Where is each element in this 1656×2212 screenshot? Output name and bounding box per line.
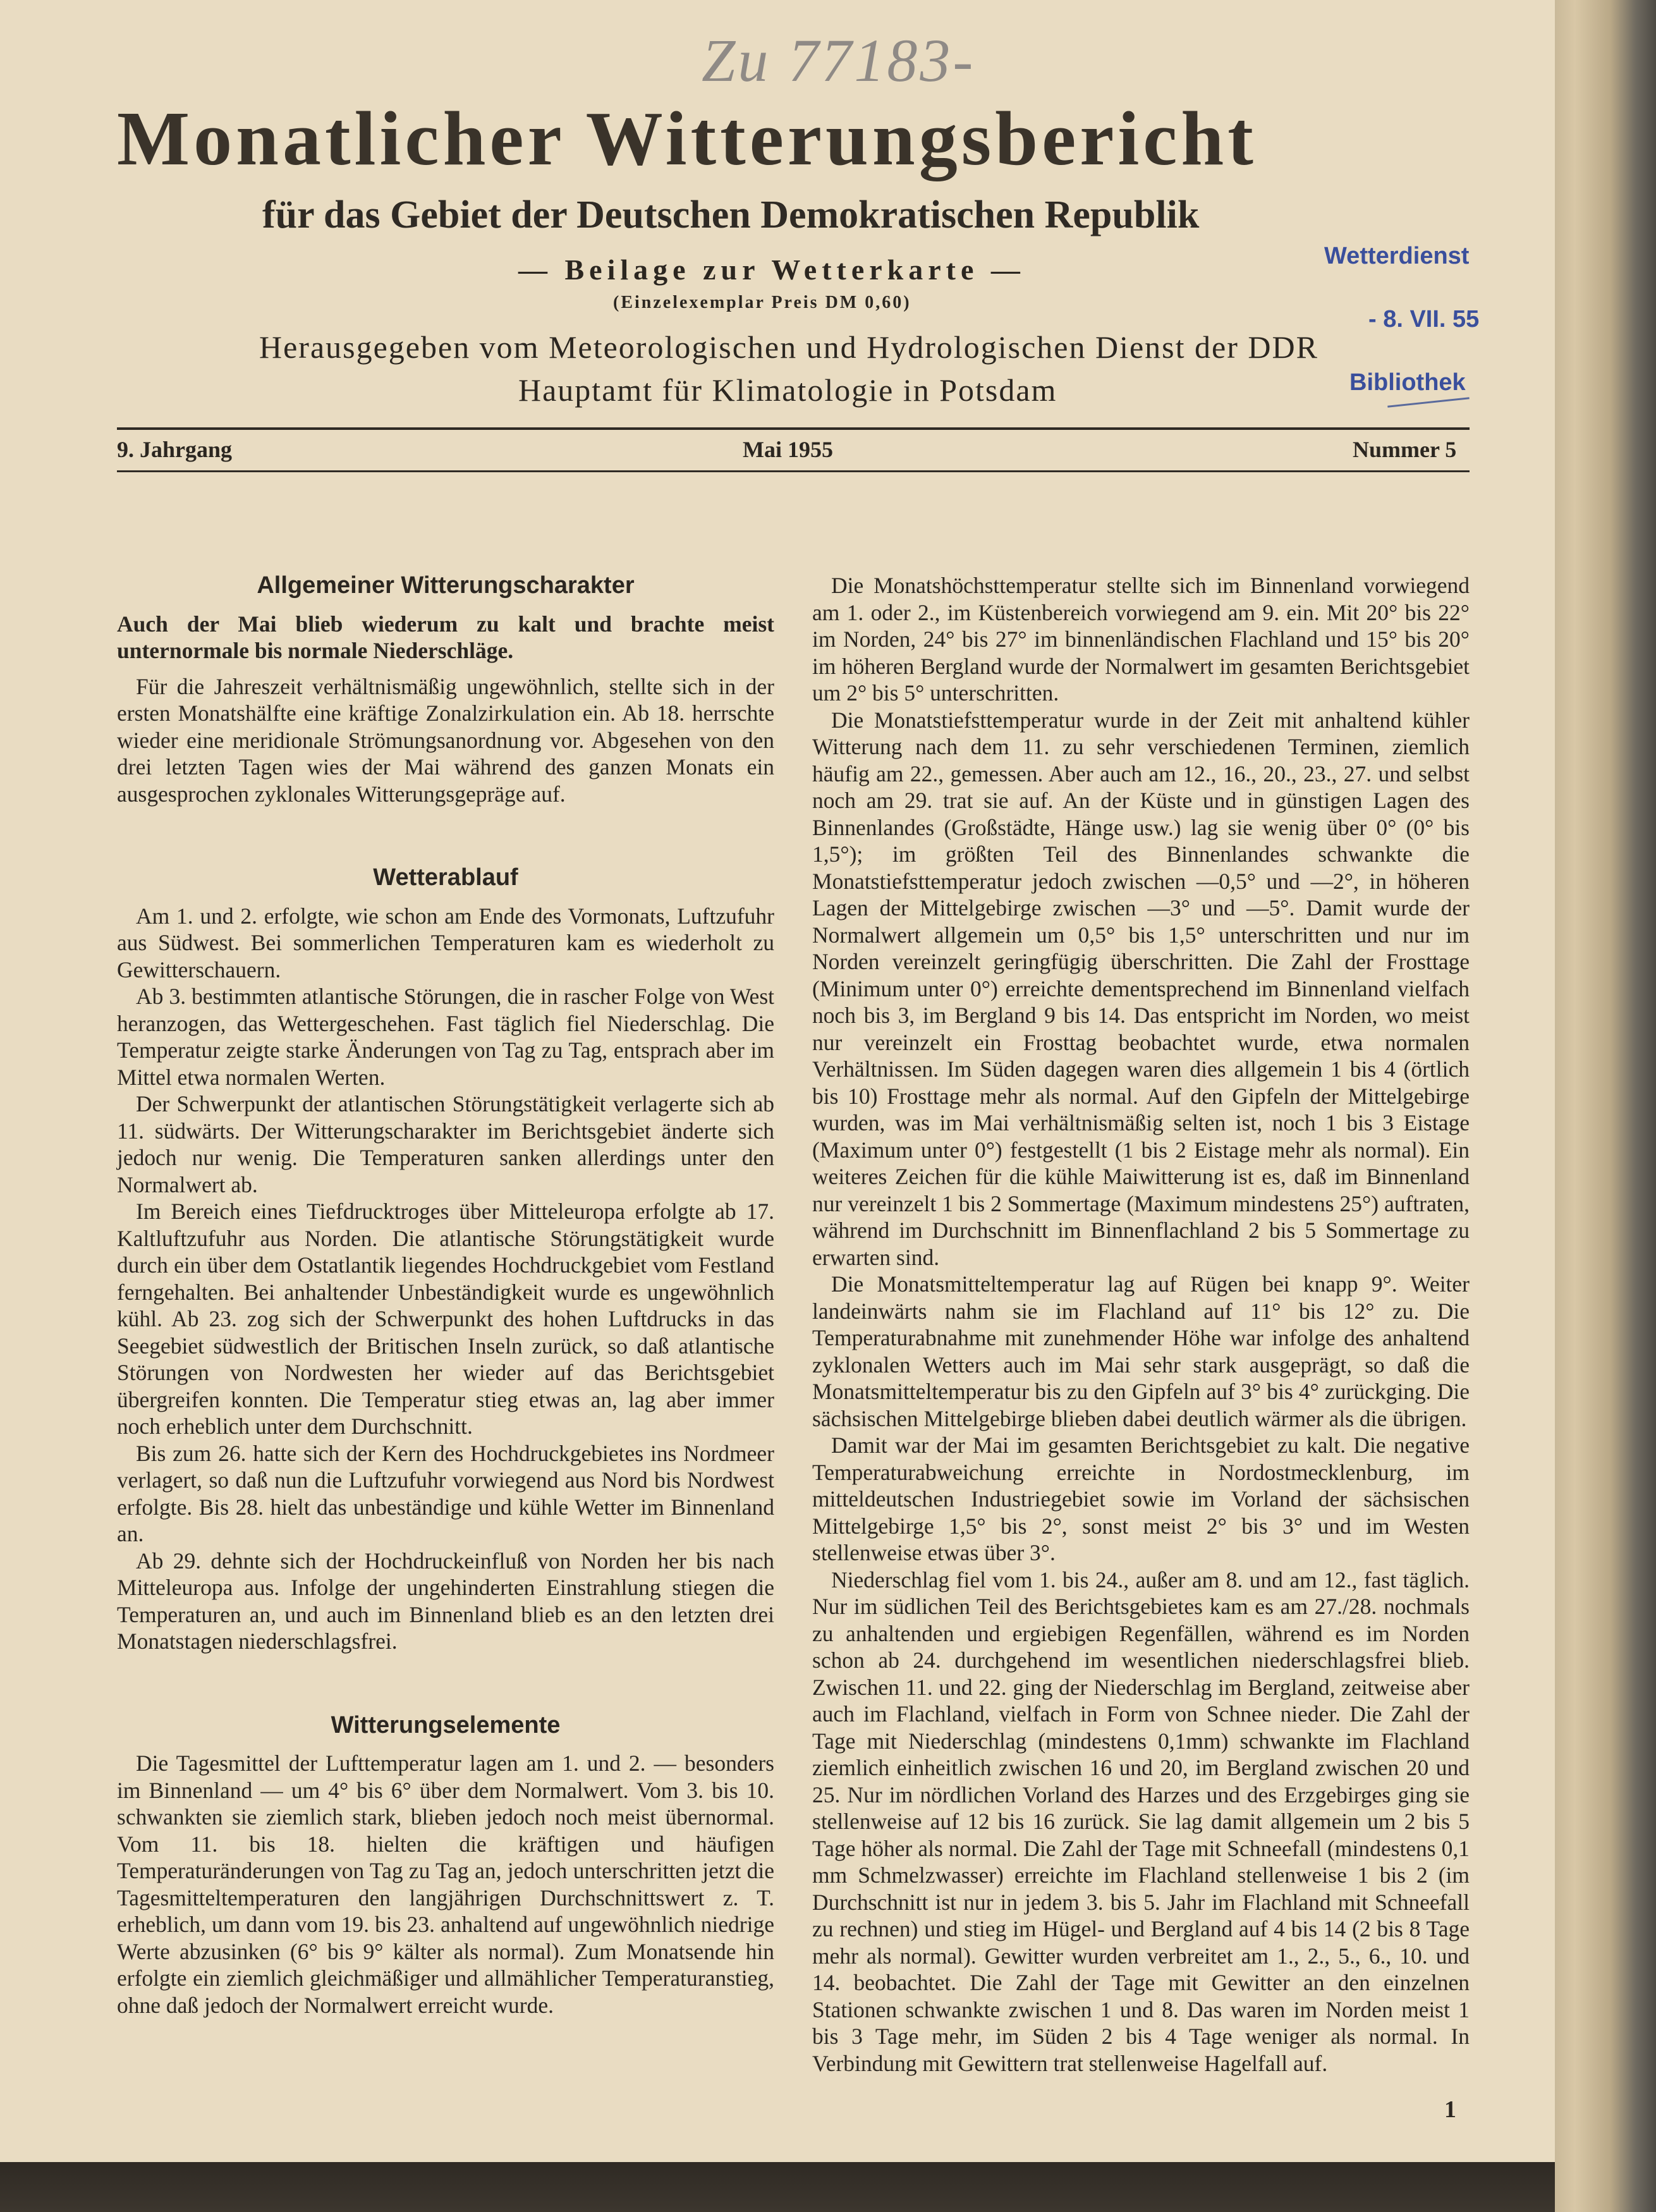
paragraph: Der Schwerpunkt der atlantischen Störungstätigkeit verlagerte sich ab 11. südwärts. Der Witterungscharakter im Berichtsgebiet änderte sich jedoch nur wenig. Die Temperaturen sanken allerdings unter den Normalwert ab. bbox=[117, 1091, 774, 1197]
paragraph: Die Tagesmittel der Lufttemperatur lagen am 1. und 2. — besonders im Binnenland — um 4° bis 6° über dem Normalwert. Vom 3. bis 10. schwankten sie ziemlich stark, blieben jedoch noch meist übernormal. Vom 11. bis 18. hielten die kräftigen und häufigen Temperaturänderungen von Tag zu Tag an, jedoch unterschritten jetzt die Tagesmitteltemperaturen den langjährigen Durchschnittswert z. T. erheblich, um dann vom 19. bis 23. anhaltend auf ungewöhnlich niedrige Werte abzusinken (6° bis 9° kälter als normal). Zum Monatsende hin erfolgte ein ziemlich gleichmäßiger und allmählicher Temperaturanstieg, ohne daß jedoch der Normalwert erreicht wurde. bbox=[117, 1751, 774, 2018]
section-heading-elements: Witterungselemente bbox=[331, 1711, 561, 1738]
left-column bbox=[117, 572, 774, 2019]
paragraph: Ab 29. dehnte sich der Hochdruckeinfluß von Norden her bis nach Mitteleuropa aus. Infolge der ungehinderten Einstrahlung stiegen die Temperaturen an, und auch im Binnenland blieb es an den letzten drei Monatstagen niederschlagsfrei. bbox=[117, 1548, 774, 1654]
paragraph: Damit war der Mai im gesamten Berichtsgebiet zu kalt. Die negative Temperaturabweichung erreichte in Nordostmecklenburg, im mitteldeutschen Industriegebiet sowie im Vorland der sächsischen Mittelgebirge 1,5° bis 2°, sonst meist 2° bis 3° und im Westen stellenweise etwas über 3°. bbox=[812, 1433, 1470, 1565]
issue-date: Mai 1955 bbox=[743, 437, 833, 462]
book-binding-edge bbox=[1555, 0, 1656, 2212]
paragraph: Bis zum 26. hatte sich der Kern des Hochdruckgebietes ins Nordmeer verlagert, so daß nun die Luftzufuhr vorwiegend aus Nord bis Nordwest erfolgte. Bis 28. hielt das unbeständige und kühle Wetter im Binnenland an. bbox=[117, 1440, 774, 1546]
stamp-line-library: Bibliothek bbox=[1349, 369, 1466, 396]
document-subtitle: für das Gebiet der Deutschen Demokratischen Republik bbox=[262, 193, 1200, 236]
stamp-line-service: Wetterdienst bbox=[1324, 243, 1470, 269]
header-rule-bottom bbox=[117, 470, 1470, 472]
section-lead: Auch der Mai blieb wiederum zu kalt und brachte meist unternormale bis normale Niederschläge. bbox=[117, 611, 774, 663]
page-bottom-shadow bbox=[0, 2162, 1555, 2212]
supplement-note: — Beilage zur Wetterkarte — bbox=[518, 254, 1025, 286]
paragraph: Am 1. und 2. erfolgte, wie schon am Ende des Vormonats, Luftzufuhr aus Südwest. Bei sommerlichen Temperaturen kam es wiederholt zu Gewitterschauern. bbox=[117, 903, 774, 982]
header-rule-top bbox=[117, 427, 1470, 430]
section-heading-general: Allgemeiner Witterungscharakter bbox=[257, 572, 635, 599]
publisher-line: Herausgegeben vom Meteorologischen und Hydrologischen Dienst der DDR bbox=[259, 329, 1318, 365]
paragraph: Die Monatsmitteltemperatur lag auf Rügen bei knapp 9°. Weiter landeinwärts nahm sie im Flachland auf 11° bis 12° zu. Die Temperaturabnahme mit zunehmender Höhe war infolge des anhaltend zyklonalen Wetters auch im Mai sehr stark ausgeprägt, so daß die Monatsmitteltemperatur bis zu den Gipfeln auf 3° bis 4° zurückging. Die sächsischen Mittelgebirge blieben dabei deutlich wärmer als die übrigen. bbox=[812, 1271, 1470, 1431]
paragraph: Die Monatstiefsttemperatur wurde in der Zeit mit anhaltend kühler Witterung nach dem 11. zu sehr verschiedenen Terminen, ziemlich häufig am 22., gemessen. Aber auch am 12., 16., 20., 23., 27. und selbst noch am 29. trat sie auf. An der Küste und in günstigen Lagen des Binnenlandes (Großstädte, Hänge usw.) lag sie wenig über 0° (0° bis 1,5°); im größten Teil des Binnenlandes schwankte die Monatstiefsttemperatur jedoch zwischen —0,5° und —2°, in höheren Lagen der Mittelgebirge zwischen —3° und —5°. Damit wurde der Normalwert allgemein um 0,5° bis 1,5° unterschritten und nur im Norden vereinzelt geringfügig überschritten. Die Zahl der Frosttage (Minimum unter 0°) erreichte dementsprechend im Binnenland vielfach noch bis 3, im Bergland 9 bis 14. Das entspricht im Norden, wo meist nur vereinzelt ein Frosttag beobachtet wurde, etwa normalen Verhältnissen. Im Süden dagegen waren dies allgemein 1 bis 4 (örtlich bis 10) Frosttage mehr als normal. Auf den Gipfeln der Mittelgebirge wurden, was im Mai verhältnismäßig selten ist, noch 1 bis 3 Eistage (Maximum unter 0°) festgestellt (1 bis 2 Eistage mehr als normal). Ein weiteres Zeichen für die kühle Maiwitterung ist es, daß im Binnenland nur vereinzelt 1 bis 2 Sommertage (Maximum mindestens 25°) auftraten, während im Durchschnitt im Binnenflachland 2 bis 5 Sommertage zu erwarten sind. bbox=[812, 707, 1470, 1270]
page-number: 1 bbox=[1444, 2096, 1456, 2123]
stamp-line-date: - 8. VII. 55 bbox=[1368, 306, 1480, 333]
document-title: Monatlicher Witterungsbericht bbox=[117, 96, 1257, 181]
right-column bbox=[812, 572, 1470, 2077]
price-note: (Einzelexemplar Preis DM 0,60) bbox=[613, 293, 911, 312]
office-line: Hauptamt für Klimatologie in Potsdam bbox=[518, 372, 1057, 408]
paragraph: Im Bereich eines Tiefdrucktroges über Mitteleuropa erfolgte ab 17. Kaltluftzufuhr aus Norden. Die atlantische Störungstätigkeit wurde durch ein über dem Ostatlantik liegendes Hochdruckgebiet vom Festland ferngehalten. Bei anhaltender Unbeständigkeit wurde es ungewöhnlich kühl. Ab 23. zog sich der Schwerpunkt des hohen Luftdrucks in das Seegebiet südwestlich der Britischen Inseln zurück, so daß atlantische Störungen von Nordwesten her wieder auf das Berichtsgebiet übergreifen konnten. Die Temperatur stieg etwas an, lag aber immer noch erheblich unter dem Durchschnitt. bbox=[117, 1199, 774, 1439]
section-heading-weather-course: Wetterablauf bbox=[373, 864, 518, 891]
paragraph: Niederschlag fiel vom 1. bis 24., außer am 8. und am 12., fast täglich. Nur im südlichen Teil des Berichtsgebietes kam es am 27./28. nochmals zu anhaltenden und ergiebigen Regenfällen, während es im Norden schon ab 24. durchgehend im wesentlichen niederschlagsfrei blieb. Zwischen 11. und 22. ging der Niederschlag im Bergland, zeitweise aber auch im Flachland, vielfach in Form von Schnee nieder. Die Zahl der Tage mit Niederschlag (mindestens 0,1mm) schwankte im Flachland ziemlich einheitlich zwischen 16 und 20, im Bergland zwischen 20 und 25. Nur im nördlichen Vorland des Harzes und des Erzgebirges ging sie stellenweise auf 12 bis 16 zurück. Sie lag damit allgemein um 2 bis 5 Tage höher als normal. Die Zahl der Tage mit Schneefall (mindestens 0,1 mm Schmelzwasser) erreichte im Flachland stellenweise 1 bis 2 (im Durchschnitt ist nur in jedem 3. bis 5. Jahr im Flachland mit Schneefall zu rechnen) und stieg im Hügel- und Bergland auf 4 bis 14 (2 bis 8 Tage mehr als normal). Gewitter wurden verbreitet am 1., 2., 5., 6., 10. und 14. beobachtet. Die Zahl der Tage mit Gewitter an den einzelnen Stationen schwankte zwischen 1 und 8. Das waren im Norden meist 1 bis 3 Tage mehr, im Süden 2 bis 4 Tage weniger als normal. In Verbindung mit Gewittern trat stellenweise Hagelfall auf. bbox=[812, 1567, 1470, 2076]
paragraph: Für die Jahreszeit verhältnismäßig ungewöhnlich, stellte sich in der ersten Monatshälfte eine kräftige Zonalzirkulation ein. Ab 18. herrschte wieder eine meridionale Strömungsanordnung vor. Abgesehen von den drei letzten Tagen wies der Mai während des ganzen Monats ein ausgesprochen zyklonales Witterungsgepräge auf. bbox=[117, 673, 774, 807]
volume-label: 9. Jahrgang bbox=[117, 437, 233, 462]
handwritten-note: Zu 77183- bbox=[702, 27, 976, 94]
issue-number: Nummer 5 bbox=[1353, 437, 1457, 462]
paragraph: Die Monatshöchsttemperatur stellte sich im Binnenland vorwiegend am 1. oder 2., im Küstenbereich vorwiegend am 9. ein. Mit 20° bis 22° im Norden, 24° bis 27° im binnenländischen Flachland und 15° bis 20° im höheren Bergland wurde der Normalwert im gesamten Berichtsgebiet um 2° bis 5° unterschritten. bbox=[812, 573, 1470, 706]
paragraph: Ab 3. bestimmten atlantische Störungen, die in rascher Folge von West heranzogen, das Wettergeschehen. Fast täglich fiel Niederschlag. Die Temperatur zeigte starke Änderungen von Tag zu Tag, entsprach aber im Mittel etwa normalen Werten. bbox=[117, 984, 774, 1090]
library-stamp bbox=[1324, 224, 1482, 414]
